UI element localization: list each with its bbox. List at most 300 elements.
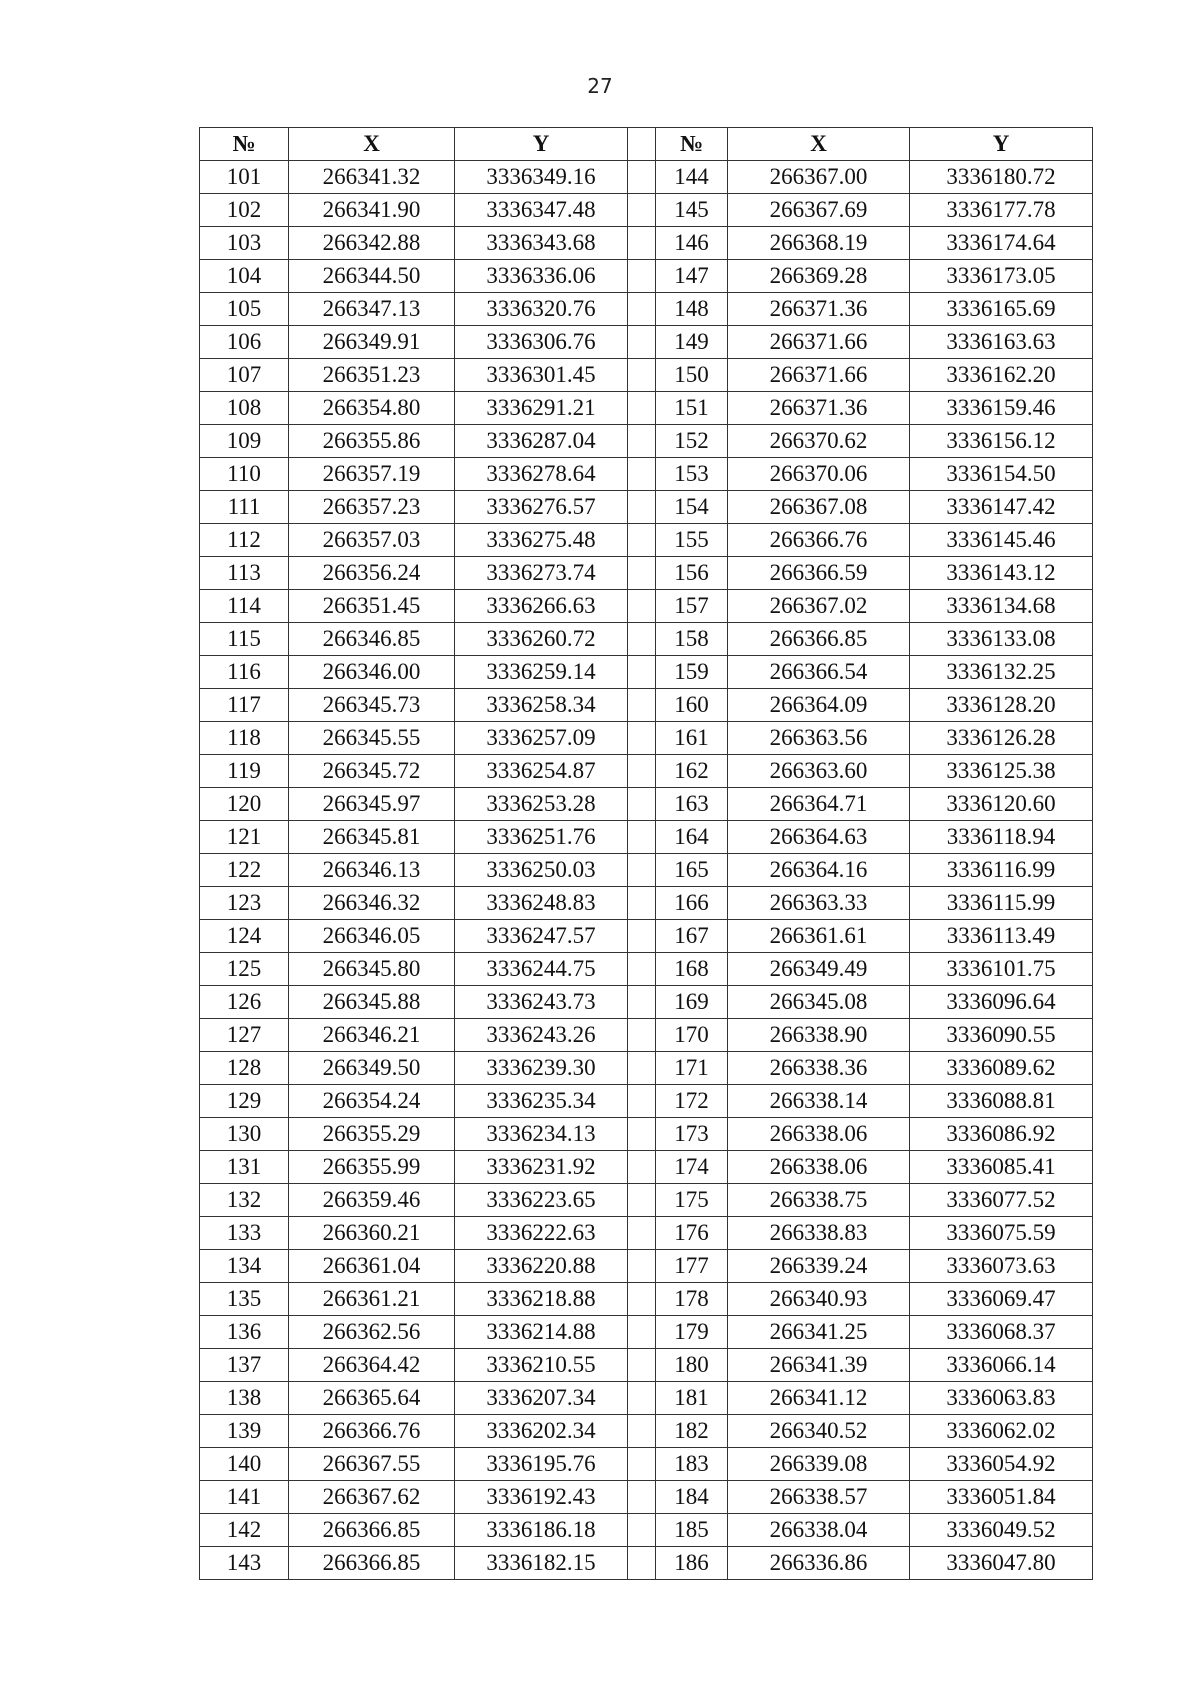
cell-y-right: 3336062.02	[910, 1415, 1093, 1448]
cell-x-right: 266363.60	[728, 755, 910, 788]
cell-number-right: 157	[656, 590, 728, 623]
table-row	[200, 1349, 1093, 1382]
table-row	[200, 1019, 1093, 1052]
cell-spacer	[628, 887, 656, 920]
cell-y-left: 3336254.87	[455, 755, 628, 788]
cell-y-right: 3336054.92	[910, 1448, 1093, 1481]
cell-number-left: 141	[200, 1481, 289, 1514]
cell-spacer	[628, 656, 656, 689]
cell-x-left: 266346.21	[289, 1019, 455, 1052]
cell-number-right: 144	[656, 161, 728, 194]
cell-spacer	[628, 590, 656, 623]
cell-number-right: 155	[656, 524, 728, 557]
cell-x-right: 266338.75	[728, 1184, 910, 1217]
cell-number-right: 150	[656, 359, 728, 392]
cell-x-left: 266354.24	[289, 1085, 455, 1118]
cell-x-left: 266345.55	[289, 722, 455, 755]
table-row	[200, 788, 1093, 821]
table-row	[200, 293, 1093, 326]
cell-spacer	[628, 194, 656, 227]
cell-number-left: 107	[200, 359, 289, 392]
cell-number-right: 182	[656, 1415, 728, 1448]
cell-number-right: 149	[656, 326, 728, 359]
cell-number-left: 130	[200, 1118, 289, 1151]
table-row	[200, 1415, 1093, 1448]
cell-spacer	[628, 1514, 656, 1547]
cell-number-left: 106	[200, 326, 289, 359]
cell-y-left: 3336182.15	[455, 1547, 628, 1580]
table-row	[200, 590, 1093, 623]
cell-y-left: 3336195.76	[455, 1448, 628, 1481]
cell-x-right: 266370.06	[728, 458, 910, 491]
table-row	[200, 623, 1093, 656]
table-row	[200, 1250, 1093, 1283]
header-spacer	[628, 128, 656, 161]
cell-y-right: 3336088.81	[910, 1085, 1093, 1118]
cell-y-left: 3336291.21	[455, 392, 628, 425]
cell-spacer	[628, 359, 656, 392]
cell-y-right: 3336180.72	[910, 161, 1093, 194]
cell-x-right: 266338.04	[728, 1514, 910, 1547]
cell-number-left: 142	[200, 1514, 289, 1547]
cell-x-left: 266346.00	[289, 656, 455, 689]
cell-x-right: 266340.93	[728, 1283, 910, 1316]
cell-y-right: 3336113.49	[910, 920, 1093, 953]
cell-y-right: 3336165.69	[910, 293, 1093, 326]
cell-y-left: 3336243.73	[455, 986, 628, 1019]
cell-y-right: 3336073.63	[910, 1250, 1093, 1283]
cell-spacer	[628, 1382, 656, 1415]
cell-spacer	[628, 854, 656, 887]
cell-spacer	[628, 326, 656, 359]
cell-y-right: 3336069.47	[910, 1283, 1093, 1316]
cell-y-left: 3336192.43	[455, 1481, 628, 1514]
cell-y-left: 3336258.34	[455, 689, 628, 722]
cell-y-right: 3336066.14	[910, 1349, 1093, 1382]
cell-number-left: 123	[200, 887, 289, 920]
cell-y-left: 3336347.48	[455, 194, 628, 227]
cell-y-left: 3336266.63	[455, 590, 628, 623]
header-x-left: X	[289, 128, 455, 161]
cell-spacer	[628, 1217, 656, 1250]
cell-x-right: 266363.33	[728, 887, 910, 920]
cell-y-left: 3336231.92	[455, 1151, 628, 1184]
cell-number-right: 145	[656, 194, 728, 227]
cell-x-right: 266338.14	[728, 1085, 910, 1118]
cell-x-left: 266357.19	[289, 458, 455, 491]
cell-x-right: 266371.36	[728, 293, 910, 326]
cell-y-left: 3336320.76	[455, 293, 628, 326]
cell-number-right: 186	[656, 1547, 728, 1580]
cell-y-right: 3336154.50	[910, 458, 1093, 491]
cell-x-right: 266367.69	[728, 194, 910, 227]
cell-y-right: 3336089.62	[910, 1052, 1093, 1085]
cell-x-left: 266361.04	[289, 1250, 455, 1283]
cell-y-left: 3336276.57	[455, 491, 628, 524]
header-number-left: №	[200, 128, 289, 161]
cell-y-left: 3336235.34	[455, 1085, 628, 1118]
cell-x-right: 266371.66	[728, 359, 910, 392]
cell-x-left: 266346.13	[289, 854, 455, 887]
table-row	[200, 1085, 1093, 1118]
cell-number-right: 178	[656, 1283, 728, 1316]
cell-x-right: 266367.08	[728, 491, 910, 524]
cell-number-right: 159	[656, 656, 728, 689]
cell-number-right: 167	[656, 920, 728, 953]
cell-number-left: 111	[200, 491, 289, 524]
cell-number-right: 168	[656, 953, 728, 986]
table-row	[200, 1382, 1093, 1415]
cell-y-right: 3336177.78	[910, 194, 1093, 227]
cell-number-right: 180	[656, 1349, 728, 1382]
cell-number-right: 156	[656, 557, 728, 590]
cell-number-right: 170	[656, 1019, 728, 1052]
cell-spacer	[628, 425, 656, 458]
cell-y-right: 3336120.60	[910, 788, 1093, 821]
cell-y-left: 3336214.88	[455, 1316, 628, 1349]
cell-y-right: 3336077.52	[910, 1184, 1093, 1217]
cell-number-right: 164	[656, 821, 728, 854]
cell-y-right: 3336162.20	[910, 359, 1093, 392]
cell-x-right: 266366.54	[728, 656, 910, 689]
cell-number-left: 105	[200, 293, 289, 326]
cell-number-left: 101	[200, 161, 289, 194]
cell-number-right: 147	[656, 260, 728, 293]
table-row	[200, 1283, 1093, 1316]
table-row	[200, 821, 1093, 854]
cell-spacer	[628, 557, 656, 590]
cell-x-right: 266368.19	[728, 227, 910, 260]
cell-x-left: 266365.64	[289, 1382, 455, 1415]
cell-number-left: 139	[200, 1415, 289, 1448]
cell-x-right: 266366.85	[728, 623, 910, 656]
cell-spacer	[628, 524, 656, 557]
cell-number-left: 109	[200, 425, 289, 458]
cell-number-left: 118	[200, 722, 289, 755]
cell-y-right: 3336143.12	[910, 557, 1093, 590]
table-row	[200, 425, 1093, 458]
cell-x-right: 266371.36	[728, 392, 910, 425]
cell-x-left: 266344.50	[289, 260, 455, 293]
cell-number-left: 129	[200, 1085, 289, 1118]
cell-y-right: 3336125.38	[910, 755, 1093, 788]
cell-spacer	[628, 788, 656, 821]
cell-y-left: 3336336.06	[455, 260, 628, 293]
cell-number-right: 184	[656, 1481, 728, 1514]
cell-y-right: 3336128.20	[910, 689, 1093, 722]
cell-x-left: 266345.72	[289, 755, 455, 788]
cell-number-right: 152	[656, 425, 728, 458]
cell-x-right: 266338.06	[728, 1118, 910, 1151]
cell-x-right: 266363.56	[728, 722, 910, 755]
cell-x-left: 266341.32	[289, 161, 455, 194]
cell-x-right: 266341.12	[728, 1382, 910, 1415]
table-row	[200, 392, 1093, 425]
cell-spacer	[628, 689, 656, 722]
cell-spacer	[628, 1415, 656, 1448]
cell-x-right: 266339.08	[728, 1448, 910, 1481]
cell-number-left: 140	[200, 1448, 289, 1481]
cell-y-right: 3336156.12	[910, 425, 1093, 458]
cell-spacer	[628, 1151, 656, 1184]
cell-number-right: 173	[656, 1118, 728, 1151]
cell-x-right: 266345.08	[728, 986, 910, 1019]
table-row	[200, 1184, 1093, 1217]
cell-number-right: 153	[656, 458, 728, 491]
cell-number-right: 160	[656, 689, 728, 722]
cell-x-right: 266370.62	[728, 425, 910, 458]
cell-x-left: 266345.73	[289, 689, 455, 722]
cell-x-right: 266364.63	[728, 821, 910, 854]
cell-spacer	[628, 1052, 656, 1085]
cell-number-left: 126	[200, 986, 289, 1019]
cell-x-left: 266349.50	[289, 1052, 455, 1085]
cell-number-left: 133	[200, 1217, 289, 1250]
table-row	[200, 1118, 1093, 1151]
cell-x-right: 266338.36	[728, 1052, 910, 1085]
cell-spacer	[628, 623, 656, 656]
cell-x-left: 266366.76	[289, 1415, 455, 1448]
cell-y-left: 3336207.34	[455, 1382, 628, 1415]
header-y-right: Y	[910, 128, 1093, 161]
table-row	[200, 722, 1093, 755]
cell-y-left: 3336253.28	[455, 788, 628, 821]
cell-number-left: 128	[200, 1052, 289, 1085]
cell-spacer	[628, 1316, 656, 1349]
cell-spacer	[628, 722, 656, 755]
cell-x-right: 266341.39	[728, 1349, 910, 1382]
cell-x-left: 266351.45	[289, 590, 455, 623]
cell-x-left: 266361.21	[289, 1283, 455, 1316]
table-row	[200, 227, 1093, 260]
cell-x-left: 266357.03	[289, 524, 455, 557]
cell-y-right: 3336174.64	[910, 227, 1093, 260]
cell-x-left: 266357.23	[289, 491, 455, 524]
cell-x-right: 266338.06	[728, 1151, 910, 1184]
cell-number-right: 163	[656, 788, 728, 821]
cell-spacer	[628, 1118, 656, 1151]
cell-number-right: 172	[656, 1085, 728, 1118]
cell-x-left: 266346.85	[289, 623, 455, 656]
table-row	[200, 524, 1093, 557]
table-row	[200, 887, 1093, 920]
cell-x-right: 266366.59	[728, 557, 910, 590]
cell-number-right: 179	[656, 1316, 728, 1349]
table-row	[200, 161, 1093, 194]
cell-x-left: 266346.05	[289, 920, 455, 953]
cell-y-right: 3336115.99	[910, 887, 1093, 920]
cell-number-right: 175	[656, 1184, 728, 1217]
cell-y-right: 3336163.63	[910, 326, 1093, 359]
cell-number-left: 135	[200, 1283, 289, 1316]
cell-y-right: 3336133.08	[910, 623, 1093, 656]
cell-number-left: 112	[200, 524, 289, 557]
table-row	[200, 1481, 1093, 1514]
cell-y-left: 3336222.63	[455, 1217, 628, 1250]
cell-number-right: 162	[656, 755, 728, 788]
cell-x-left: 266347.13	[289, 293, 455, 326]
cell-x-right: 266371.66	[728, 326, 910, 359]
cell-y-right: 3336134.68	[910, 590, 1093, 623]
cell-x-left: 266342.88	[289, 227, 455, 260]
cell-spacer	[628, 1019, 656, 1052]
cell-y-left: 3336247.57	[455, 920, 628, 953]
cell-y-left: 3336243.26	[455, 1019, 628, 1052]
cell-number-left: 137	[200, 1349, 289, 1382]
cell-y-left: 3336343.68	[455, 227, 628, 260]
table-row	[200, 359, 1093, 392]
table-row	[200, 1316, 1093, 1349]
cell-spacer	[628, 260, 656, 293]
cell-x-right: 266341.25	[728, 1316, 910, 1349]
header-y-left: Y	[455, 128, 628, 161]
cell-number-right: 174	[656, 1151, 728, 1184]
cell-y-left: 3336248.83	[455, 887, 628, 920]
cell-number-left: 102	[200, 194, 289, 227]
table-row	[200, 557, 1093, 590]
cell-spacer	[628, 491, 656, 524]
cell-y-right: 3336118.94	[910, 821, 1093, 854]
cell-number-right: 161	[656, 722, 728, 755]
cell-y-left: 3336259.14	[455, 656, 628, 689]
cell-x-right: 266338.57	[728, 1481, 910, 1514]
cell-y-right: 3336147.42	[910, 491, 1093, 524]
cell-spacer	[628, 1250, 656, 1283]
table-row	[200, 260, 1093, 293]
cell-x-right: 266361.61	[728, 920, 910, 953]
table-row	[200, 953, 1093, 986]
cell-spacer	[628, 1283, 656, 1316]
cell-number-left: 108	[200, 392, 289, 425]
cell-y-right: 3336063.83	[910, 1382, 1093, 1415]
cell-y-left: 3336250.03	[455, 854, 628, 887]
cell-x-right: 266367.02	[728, 590, 910, 623]
table-header-row	[200, 128, 1093, 161]
table-row	[200, 326, 1093, 359]
table-row	[200, 1514, 1093, 1547]
cell-spacer	[628, 953, 656, 986]
table-row	[200, 920, 1093, 953]
cell-y-left: 3336251.76	[455, 821, 628, 854]
cell-x-left: 266366.85	[289, 1514, 455, 1547]
table-body	[200, 161, 1093, 1580]
cell-number-right: 166	[656, 887, 728, 920]
cell-number-left: 119	[200, 755, 289, 788]
cell-x-left: 266367.62	[289, 1481, 455, 1514]
table-row	[200, 1217, 1093, 1250]
cell-y-left: 3336244.75	[455, 953, 628, 986]
cell-x-left: 266345.81	[289, 821, 455, 854]
cell-spacer	[628, 161, 656, 194]
cell-x-right: 266340.52	[728, 1415, 910, 1448]
table-row	[200, 854, 1093, 887]
cell-y-left: 3336306.76	[455, 326, 628, 359]
cell-x-right: 266367.00	[728, 161, 910, 194]
cell-spacer	[628, 920, 656, 953]
header-x-right: X	[728, 128, 910, 161]
table-row	[200, 458, 1093, 491]
table-row	[200, 689, 1093, 722]
cell-y-left: 3336278.64	[455, 458, 628, 491]
cell-x-right: 266364.16	[728, 854, 910, 887]
table-row	[200, 491, 1093, 524]
cell-spacer	[628, 1448, 656, 1481]
table-row	[200, 1547, 1093, 1580]
cell-y-right: 3336101.75	[910, 953, 1093, 986]
cell-spacer	[628, 1481, 656, 1514]
cell-number-left: 134	[200, 1250, 289, 1283]
cell-number-left: 110	[200, 458, 289, 491]
cell-y-left: 3336260.72	[455, 623, 628, 656]
cell-y-right: 3336075.59	[910, 1217, 1093, 1250]
table-row	[200, 1052, 1093, 1085]
table-row	[200, 1151, 1093, 1184]
cell-y-right: 3336145.46	[910, 524, 1093, 557]
cell-y-left: 3336257.09	[455, 722, 628, 755]
table-row	[200, 194, 1093, 227]
cell-number-left: 121	[200, 821, 289, 854]
cell-spacer	[628, 458, 656, 491]
cell-x-left: 266355.29	[289, 1118, 455, 1151]
table-row	[200, 755, 1093, 788]
cell-spacer	[628, 1547, 656, 1580]
cell-y-left: 3336210.55	[455, 1349, 628, 1382]
cell-number-left: 120	[200, 788, 289, 821]
cell-y-left: 3336223.65	[455, 1184, 628, 1217]
cell-x-left: 266345.80	[289, 953, 455, 986]
cell-number-right: 146	[656, 227, 728, 260]
cell-y-left: 3336234.13	[455, 1118, 628, 1151]
cell-y-right: 3336126.28	[910, 722, 1093, 755]
cell-y-left: 3336202.34	[455, 1415, 628, 1448]
cell-spacer	[628, 293, 656, 326]
cell-number-left: 138	[200, 1382, 289, 1415]
cell-number-left: 127	[200, 1019, 289, 1052]
cell-number-right: 181	[656, 1382, 728, 1415]
cell-spacer	[628, 755, 656, 788]
table-row	[200, 986, 1093, 1019]
cell-y-right: 3336068.37	[910, 1316, 1093, 1349]
cell-number-left: 103	[200, 227, 289, 260]
cell-y-right: 3336096.64	[910, 986, 1093, 1019]
page-number: 27	[587, 74, 613, 98]
cell-x-left: 266366.85	[289, 1547, 455, 1580]
cell-x-left: 266345.88	[289, 986, 455, 1019]
cell-y-left: 3336287.04	[455, 425, 628, 458]
table-row	[200, 656, 1093, 689]
cell-y-right: 3336086.92	[910, 1118, 1093, 1151]
cell-number-right: 171	[656, 1052, 728, 1085]
cell-x-left: 266367.55	[289, 1448, 455, 1481]
cell-y-right: 3336159.46	[910, 392, 1093, 425]
cell-number-left: 131	[200, 1151, 289, 1184]
cell-number-right: 176	[656, 1217, 728, 1250]
cell-y-left: 3336275.48	[455, 524, 628, 557]
cell-x-left: 266354.80	[289, 392, 455, 425]
cell-number-right: 151	[656, 392, 728, 425]
header-number-right: №	[656, 128, 728, 161]
cell-y-right: 3336090.55	[910, 1019, 1093, 1052]
cell-spacer	[628, 1349, 656, 1382]
cell-number-left: 125	[200, 953, 289, 986]
cell-y-left: 3336349.16	[455, 161, 628, 194]
cell-number-left: 117	[200, 689, 289, 722]
cell-y-right: 3336085.41	[910, 1151, 1093, 1184]
cell-x-right: 266364.71	[728, 788, 910, 821]
cell-spacer	[628, 392, 656, 425]
cell-spacer	[628, 1184, 656, 1217]
cell-y-right: 3336049.52	[910, 1514, 1093, 1547]
